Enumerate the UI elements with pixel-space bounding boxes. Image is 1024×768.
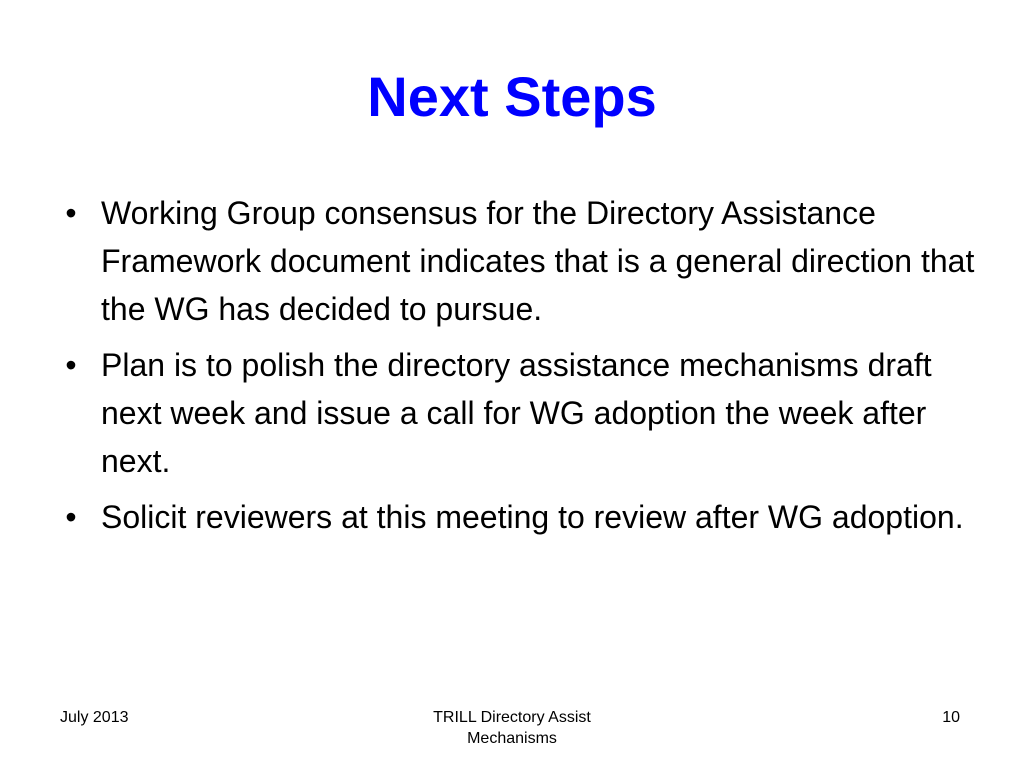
- bullet-dot-icon: •: [65, 195, 77, 231]
- footer-title: [362, 707, 662, 749]
- slide-title: Next Steps: [367, 65, 657, 128]
- bullet-text: Working Group consensus for the Directory Assistance Framework document indicates that is a general direction that the WG has decided to pursue.: [101, 195, 975, 327]
- footer-date: July 2013: [60, 709, 129, 726]
- footer-title-line1: TRILL Directory Assist: [433, 709, 591, 726]
- bullet-text: Plan is to polish the directory assistance mechanisms draft next week and issue a call for WG adoption the week after next.: [101, 347, 932, 479]
- bullet-item: [56, 493, 986, 541]
- footer-title-line2: Mechanisms: [467, 730, 557, 747]
- bullet-text: Solicit reviewers at this meeting to review after WG adoption.: [101, 499, 964, 535]
- bullet-dot-icon: •: [65, 499, 77, 535]
- bullet-list: [56, 189, 986, 549]
- bullet-dot-icon: •: [65, 347, 77, 383]
- bullet-item: [56, 189, 986, 333]
- bullet-item: [56, 341, 986, 485]
- page-number: 10: [942, 709, 960, 726]
